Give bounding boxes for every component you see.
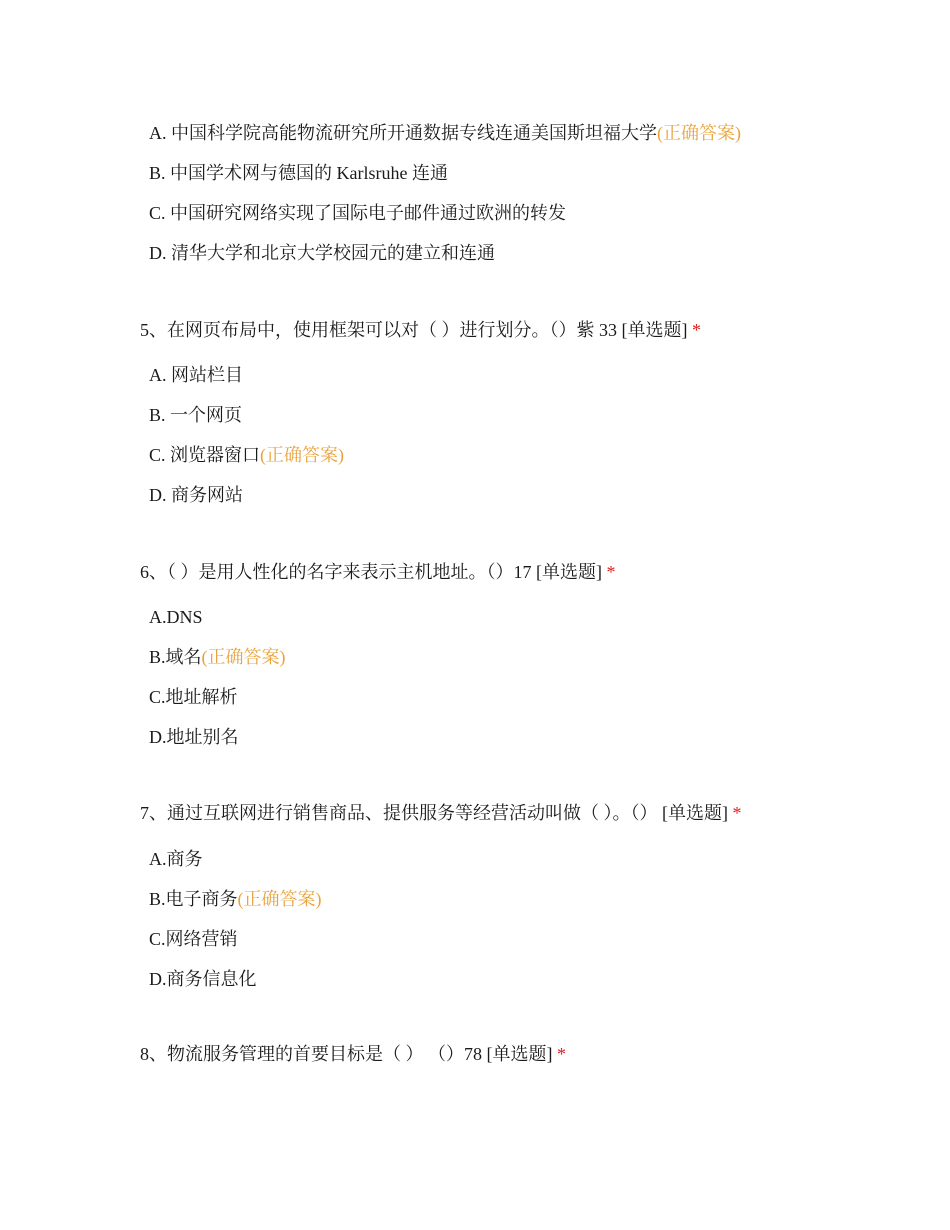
- q7-option-c: [149, 928, 238, 950]
- q6-title: [140, 561, 616, 583]
- option-text: D. 商务网站: [149, 485, 243, 505]
- correct-answer-tag: (正确答案): [237, 889, 322, 909]
- required-mark: *: [692, 320, 701, 340]
- correct-answer-tag: (正确答案): [201, 647, 286, 667]
- correct-answer-tag: (正确答案): [260, 445, 345, 465]
- q4-option-b: [149, 162, 448, 184]
- q6-option-c: [149, 686, 238, 708]
- option-text: A.DNS: [149, 607, 203, 627]
- option-text: C. 浏览器窗口: [149, 445, 261, 465]
- option-text: C.地址解析: [149, 687, 238, 707]
- q5-title: [140, 319, 701, 341]
- q6-option-b: [149, 646, 286, 668]
- question-text: 6、（ ）是用人性化的名字来表示主机地址。（）17 [单选题]: [140, 562, 602, 582]
- q4-option-c: [149, 202, 566, 224]
- option-text: A. 网站栏目: [149, 365, 243, 385]
- q8-title: [140, 1043, 566, 1065]
- option-text: C. 中国研究网络实现了国际电子邮件通过欧洲的转发: [149, 203, 567, 223]
- q7-option-b: [149, 888, 322, 910]
- q7-option-a: [149, 848, 203, 870]
- question-text: 8、物流服务管理的首要目标是（ ） （）78 [单选题]: [140, 1044, 553, 1064]
- q5-option-b: [149, 404, 242, 426]
- required-mark: *: [606, 562, 616, 582]
- option-text: D.商务信息化: [149, 969, 257, 989]
- question-text: 5、在网页布局中，使用框架可以对（ ）进行划分。（）紫 33 [单选题]: [140, 320, 688, 340]
- q5-option-d: [149, 484, 243, 506]
- option-text: D. 清华大学和北京大学校园元的建立和连通: [149, 243, 495, 263]
- q7-title: [140, 802, 742, 824]
- q6-option-d: [149, 726, 239, 748]
- option-text: B. 中国学术网与德国的 Karlsruhe 连通: [149, 163, 448, 183]
- q5-option-c: [149, 444, 344, 466]
- question-text: 7、通过互联网进行销售商品、提供服务等经营活动叫做（ ）。（） [单选题]: [140, 803, 728, 823]
- required-mark: *: [557, 1044, 566, 1064]
- option-text: A. 中国科学院高能物流研究所开通数据专线连通美国斯坦福大学: [149, 123, 657, 143]
- q5-option-a: [149, 364, 243, 386]
- correct-answer-tag: (正确答案): [657, 123, 741, 143]
- option-text: B.域名: [149, 647, 202, 667]
- q4-option-d: [149, 242, 495, 264]
- q4-option-a: [149, 122, 741, 144]
- option-text: C.网络营销: [149, 929, 238, 949]
- q6-option-a: [149, 606, 203, 628]
- required-mark: *: [732, 803, 742, 823]
- option-text: D.地址别名: [149, 727, 239, 747]
- q7-option-d: [149, 968, 257, 990]
- option-text: A.商务: [149, 849, 203, 869]
- option-text: B.电子商务: [149, 889, 238, 909]
- option-text: B. 一个网页: [149, 405, 243, 425]
